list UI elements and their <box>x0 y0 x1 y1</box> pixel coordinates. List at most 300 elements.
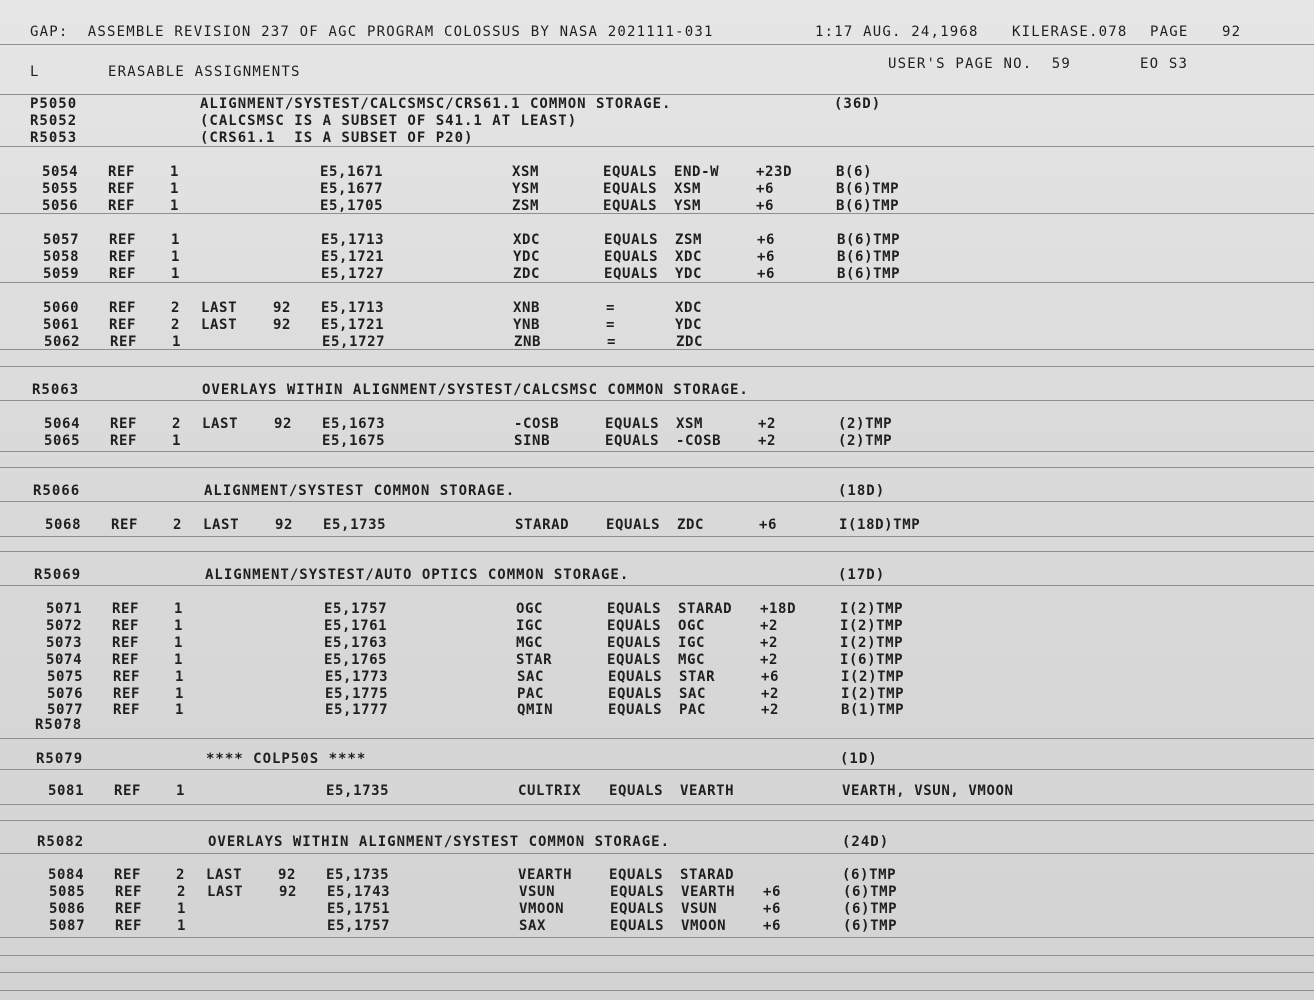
line-number: 5064 <box>44 416 81 432</box>
assignment-row <box>0 415 1314 433</box>
op-code: EQUALS <box>607 618 662 634</box>
comment: B(6)TMP <box>837 249 901 265</box>
remark-line <box>0 381 1314 399</box>
ref-page: 92 <box>275 517 294 533</box>
erasable-address: E5,1677 <box>320 181 384 197</box>
symbol-name: PAC <box>517 686 545 702</box>
erasable-address: E5,1673 <box>322 416 386 432</box>
ref-count: 2 <box>176 867 186 883</box>
remark-line <box>0 482 1314 500</box>
ref-keyword: REF <box>111 517 139 533</box>
line-number: P5050 <box>30 96 78 112</box>
ref-count: 1 <box>175 702 185 718</box>
rule-line <box>0 451 1314 452</box>
operand: YSM <box>674 198 702 214</box>
remark-text: (CALCSMSC IS A SUBSET OF S41.1 AT LEAST) <box>200 113 578 129</box>
rule-line <box>0 467 1314 468</box>
ref-count: 2 <box>171 300 181 316</box>
operand: ZDC <box>677 517 705 533</box>
ref-keyword: REF <box>114 783 142 799</box>
assignment-row <box>0 900 1314 918</box>
line-number: R5066 <box>33 483 81 499</box>
ref-keyword: REF <box>112 618 140 634</box>
operand: END-W <box>674 164 720 180</box>
section-title-row <box>0 63 1314 81</box>
offset: +6 <box>756 181 775 197</box>
ref-keyword: REF <box>110 433 138 449</box>
operand: OGC <box>678 618 706 634</box>
ref-keyword: REF <box>109 317 137 333</box>
rule-line <box>0 738 1314 739</box>
remark-line <box>0 566 1314 584</box>
ref-keyword: REF <box>113 702 141 718</box>
ref-count: 1 <box>171 266 181 282</box>
operand: VEARTH <box>681 884 736 900</box>
op-code: EQUALS <box>608 702 663 718</box>
last-keyword: LAST <box>207 884 244 900</box>
op-code: EQUALS <box>603 164 658 180</box>
rule-line <box>0 536 1314 537</box>
erasable-address: E5,1675 <box>322 433 386 449</box>
op-code: EQUALS <box>607 635 662 651</box>
offset: +23D <box>756 164 793 180</box>
ref-page: 92 <box>273 317 292 333</box>
assignment-row <box>0 163 1314 181</box>
storage-size: (17D) <box>838 567 886 583</box>
ref-count: 1 <box>171 249 181 265</box>
remark-text: ALIGNMENT/SYSTEST/CALCSMSC/CRS61.1 COMMON STORAGE. <box>200 96 672 112</box>
symbol-name: SAC <box>517 669 545 685</box>
assignment-row <box>0 617 1314 635</box>
assignment-row <box>0 316 1314 334</box>
rule-line <box>0 769 1314 770</box>
remark-text: (CRS61.1 IS A SUBSET OF P20) <box>200 130 474 146</box>
erasable-address: E5,1735 <box>323 517 387 533</box>
comment: B(1)TMP <box>841 702 905 718</box>
comment: (6)TMP <box>842 867 897 883</box>
comment: I(18D)TMP <box>839 517 921 533</box>
operand: VEARTH <box>680 783 735 799</box>
comment: B(6)TMP <box>837 232 901 248</box>
symbol-name: VMOON <box>519 901 565 917</box>
op-code: EQUALS <box>606 517 661 533</box>
symbol-name: VEARTH <box>518 867 573 883</box>
line-number: 5055 <box>42 181 79 197</box>
ref-keyword: REF <box>115 901 143 917</box>
operand: STAR <box>679 669 716 685</box>
eo-code: EO S3 <box>1140 56 1189 72</box>
erasable-address: E5,1765 <box>324 652 388 668</box>
assignment-row <box>0 248 1314 266</box>
erasable-address: E5,1721 <box>321 317 385 333</box>
ref-keyword: REF <box>114 867 142 883</box>
operand: ZDC <box>676 334 704 350</box>
ref-keyword: REF <box>112 635 140 651</box>
operand: PAC <box>679 702 707 718</box>
operand: VSUN <box>681 901 718 917</box>
symbol-name: XDC <box>513 232 541 248</box>
ref-keyword: REF <box>110 334 138 350</box>
op-code: EQUALS <box>609 867 664 883</box>
assignment-row <box>0 651 1314 669</box>
comment: (2)TMP <box>838 416 893 432</box>
comment: I(2)TMP <box>841 669 905 685</box>
section-title: ERASABLE ASSIGNMENTS <box>108 64 301 80</box>
symbol-name: MGC <box>516 635 544 651</box>
op-code: EQUALS <box>607 601 662 617</box>
line-number: 5081 <box>48 783 85 799</box>
op-code: EQUALS <box>610 901 665 917</box>
offset: +6 <box>757 249 776 265</box>
operand: YDC <box>675 266 703 282</box>
line-number: 5071 <box>46 601 83 617</box>
ref-count: 1 <box>175 669 185 685</box>
erasable-address: E5,1761 <box>324 618 388 634</box>
operand: IGC <box>678 635 706 651</box>
assignment-row <box>0 516 1314 534</box>
assignment-row <box>0 883 1314 901</box>
timestamp: 1:17 AUG. 24,1968 <box>815 24 979 40</box>
op-code: EQUALS <box>607 652 662 668</box>
rule-line <box>0 990 1314 991</box>
ref-keyword: REF <box>109 266 137 282</box>
offset: +6 <box>761 669 780 685</box>
line-number: R5078 <box>35 717 83 733</box>
page-header <box>0 23 1314 41</box>
offset: +2 <box>760 618 779 634</box>
ref-keyword: REF <box>108 164 136 180</box>
ref-page: 92 <box>273 300 292 316</box>
line-number: 5057 <box>43 232 80 248</box>
erasable-address: E5,1757 <box>324 601 388 617</box>
ref-count: 1 <box>170 198 180 214</box>
remark-line <box>0 95 1314 113</box>
line-number: 5061 <box>43 317 80 333</box>
rule-line <box>0 804 1314 805</box>
comment: (6)TMP <box>843 884 898 900</box>
line-number: 5077 <box>47 702 84 718</box>
op-code: EQUALS <box>608 669 663 685</box>
last-keyword: LAST <box>203 517 240 533</box>
offset: +6 <box>756 198 775 214</box>
line-number: 5068 <box>45 517 82 533</box>
op-code: = <box>606 317 616 333</box>
offset: +6 <box>757 266 776 282</box>
op-code: EQUALS <box>604 232 659 248</box>
remark-text: OVERLAYS WITHIN ALIGNMENT/SYSTEST COMMON STORAGE. <box>208 834 671 850</box>
offset: +2 <box>758 433 777 449</box>
comment: B(6)TMP <box>836 181 900 197</box>
erasable-address: E5,1713 <box>321 300 385 316</box>
rule-line <box>0 551 1314 552</box>
symbol-name: ZSM <box>512 198 540 214</box>
ref-count: 1 <box>174 652 184 668</box>
assignment-row <box>0 231 1314 249</box>
ref-count: 1 <box>177 918 187 934</box>
ref-keyword: REF <box>115 918 143 934</box>
erasable-address: E5,1735 <box>326 783 390 799</box>
op-code: = <box>607 334 617 350</box>
operand: XDC <box>675 300 703 316</box>
ref-count: 2 <box>173 517 183 533</box>
section-letter: L <box>30 64 40 80</box>
users-page: USER'S PAGE NO. 59 <box>888 56 1071 72</box>
ref-keyword: REF <box>113 669 141 685</box>
line-number: R5069 <box>34 567 82 583</box>
rule-line <box>0 972 1314 973</box>
ref-keyword: REF <box>115 884 143 900</box>
ref-count: 1 <box>174 635 184 651</box>
line-number: 5086 <box>49 901 86 917</box>
ref-count: 2 <box>171 317 181 333</box>
line-number: 5074 <box>46 652 83 668</box>
symbol-name: YDC <box>513 249 541 265</box>
operand: MGC <box>678 652 706 668</box>
assignment-row <box>0 701 1314 719</box>
offset: +2 <box>760 652 779 668</box>
symbol-name: XSM <box>512 164 540 180</box>
line-number: R5082 <box>37 834 85 850</box>
offset: +6 <box>759 517 778 533</box>
offset: +2 <box>761 686 780 702</box>
ref-count: 2 <box>172 416 182 432</box>
op-code: EQUALS <box>608 686 663 702</box>
comment: B(6) <box>836 164 873 180</box>
ref-count: 1 <box>171 232 181 248</box>
assignment-row <box>0 782 1314 800</box>
erasable-address: E5,1705 <box>320 198 384 214</box>
line-number: 5054 <box>42 164 79 180</box>
symbol-name: ZNB <box>514 334 542 350</box>
comment: (6)TMP <box>843 901 898 917</box>
symbol-name: VSUN <box>519 884 556 900</box>
page-label: PAGE <box>1150 24 1189 40</box>
assignment-row <box>0 432 1314 450</box>
rule-line <box>0 400 1314 401</box>
operand: ZSM <box>675 232 703 248</box>
assignment-row <box>0 197 1314 215</box>
offset: +6 <box>763 918 782 934</box>
ref-keyword: REF <box>110 416 138 432</box>
rule-line <box>0 44 1314 45</box>
storage-size: (1D) <box>840 751 878 767</box>
assignment-row <box>0 333 1314 351</box>
line-number: 5060 <box>43 300 80 316</box>
ref-count: 1 <box>172 433 182 449</box>
symbol-name: -COSB <box>514 416 560 432</box>
last-keyword: LAST <box>202 416 239 432</box>
assignment-row <box>0 866 1314 884</box>
line-number: 5065 <box>44 433 81 449</box>
symbol-name: XNB <box>513 300 541 316</box>
operand: XDC <box>675 249 703 265</box>
offset: +2 <box>760 635 779 651</box>
erasable-address: E5,1777 <box>325 702 389 718</box>
ref-keyword: REF <box>109 232 137 248</box>
line-number: R5063 <box>32 382 80 398</box>
operand: VMOON <box>681 918 727 934</box>
op-code: EQUALS <box>603 198 658 214</box>
remark-line <box>0 112 1314 130</box>
ref-page: 92 <box>278 867 297 883</box>
rule-line <box>0 366 1314 367</box>
remark-line <box>0 833 1314 851</box>
ref-keyword: REF <box>113 686 141 702</box>
erasable-address: E5,1773 <box>325 669 389 685</box>
symbol-name: ZDC <box>513 266 541 282</box>
rule-line <box>0 853 1314 854</box>
line-number: R5079 <box>36 751 84 767</box>
symbol-name: QMIN <box>517 702 554 718</box>
offset: +18D <box>760 601 797 617</box>
assembly-banner: GAP: ASSEMBLE REVISION 237 OF AGC PROGRAM COLOSSUS BY NASA 2021111-031 <box>30 24 714 40</box>
ref-page: 92 <box>274 416 293 432</box>
assignment-row <box>0 180 1314 198</box>
rule-line <box>0 937 1314 938</box>
remark-line <box>0 750 1314 768</box>
line-number: R5052 <box>30 113 78 129</box>
ref-count: 1 <box>175 686 185 702</box>
line-number: 5058 <box>43 249 80 265</box>
operand: STARAD <box>680 867 735 883</box>
operand: XSM <box>674 181 702 197</box>
rule-line <box>0 585 1314 586</box>
line-number: 5072 <box>46 618 83 634</box>
symbol-name: OGC <box>516 601 544 617</box>
comment: B(6)TMP <box>836 198 900 214</box>
line-number: 5076 <box>47 686 84 702</box>
op-code: = <box>606 300 616 316</box>
op-code: EQUALS <box>610 884 665 900</box>
remark-text: ALIGNMENT/SYSTEST COMMON STORAGE. <box>204 483 516 499</box>
assignment-row <box>0 917 1314 935</box>
erasable-address: E5,1721 <box>321 249 385 265</box>
erasable-address: E5,1775 <box>325 686 389 702</box>
symbol-name: SAX <box>519 918 547 934</box>
offset: +2 <box>761 702 780 718</box>
storage-size: (36D) <box>834 96 882 112</box>
symbol-name: CULTRIX <box>518 783 582 799</box>
symbol-name: IGC <box>516 618 544 634</box>
line-number: 5075 <box>47 669 84 685</box>
erasable-address: E5,1757 <box>327 918 391 934</box>
ref-keyword: REF <box>108 198 136 214</box>
remark-line <box>0 129 1314 147</box>
line-number: R5053 <box>30 130 78 146</box>
remark-text: OVERLAYS WITHIN ALIGNMENT/SYSTEST/CALCSMSC COMMON STORAGE. <box>202 382 749 398</box>
comment: (6)TMP <box>843 918 898 934</box>
last-keyword: LAST <box>201 300 238 316</box>
ref-count: 2 <box>177 884 187 900</box>
erasable-address: E5,1727 <box>322 334 386 350</box>
offset: +6 <box>763 901 782 917</box>
storage-size: (24D) <box>842 834 890 850</box>
op-code: EQUALS <box>605 433 660 449</box>
op-code: EQUALS <box>609 783 664 799</box>
line-number: 5073 <box>46 635 83 651</box>
offset: +2 <box>758 416 777 432</box>
ref-count: 1 <box>174 618 184 634</box>
op-code: EQUALS <box>603 181 658 197</box>
ref-count: 1 <box>172 334 182 350</box>
operand: YDC <box>675 317 703 333</box>
symbol-name: YSM <box>512 181 540 197</box>
comment: B(6)TMP <box>837 266 901 282</box>
last-keyword: LAST <box>206 867 243 883</box>
ref-keyword: REF <box>109 249 137 265</box>
operand: -COSB <box>676 433 722 449</box>
op-code: EQUALS <box>605 416 660 432</box>
ref-keyword: REF <box>112 601 140 617</box>
ref-keyword: REF <box>109 300 137 316</box>
erasable-address: E5,1671 <box>320 164 384 180</box>
line-number: 5062 <box>44 334 81 350</box>
comment: I(2)TMP <box>840 635 904 651</box>
line-number: 5059 <box>43 266 80 282</box>
erasable-address: E5,1713 <box>321 232 385 248</box>
offset: +6 <box>757 232 776 248</box>
assignment-row <box>0 634 1314 652</box>
symbol-name: YNB <box>513 317 541 333</box>
ref-count: 1 <box>174 601 184 617</box>
line-number: 5087 <box>49 918 86 934</box>
ref-count: 1 <box>170 164 180 180</box>
op-code: EQUALS <box>610 918 665 934</box>
operand: STARAD <box>678 601 733 617</box>
comment: I(2)TMP <box>841 686 905 702</box>
ref-count: 1 <box>177 901 187 917</box>
remark-text: ALIGNMENT/SYSTEST/AUTO OPTICS COMMON STORAGE. <box>205 567 630 583</box>
rule-line <box>0 955 1314 956</box>
last-keyword: LAST <box>201 317 238 333</box>
offset: +6 <box>763 884 782 900</box>
rule-line <box>0 501 1314 502</box>
assignment-row <box>0 265 1314 283</box>
ref-keyword: REF <box>108 181 136 197</box>
comment: I(2)TMP <box>840 601 904 617</box>
symbol-name: SINB <box>514 433 551 449</box>
operand: SAC <box>679 686 707 702</box>
page-number: 92 <box>1222 24 1242 40</box>
comment: I(6)TMP <box>840 652 904 668</box>
symbol-name: STARAD <box>515 517 570 533</box>
comment: VEARTH, VSUN, VMOON <box>842 783 1014 799</box>
assignment-row <box>0 668 1314 686</box>
comment: I(2)TMP <box>840 618 904 634</box>
ref-page: 92 <box>279 884 298 900</box>
remark-text: **** COLP50S **** <box>206 751 367 767</box>
line-number: 5085 <box>49 884 86 900</box>
comment: (2)TMP <box>838 433 893 449</box>
erasable-address: E5,1751 <box>327 901 391 917</box>
erasable-address: E5,1743 <box>327 884 391 900</box>
line-number: 5056 <box>42 198 79 214</box>
symbol-name: STAR <box>516 652 553 668</box>
assignment-row <box>0 299 1314 317</box>
line-number: 5084 <box>48 867 85 883</box>
op-code: EQUALS <box>604 249 659 265</box>
erasable-address: E5,1735 <box>326 867 390 883</box>
erasable-address: E5,1727 <box>321 266 385 282</box>
rule-line <box>0 820 1314 821</box>
assignment-row <box>0 600 1314 618</box>
erasable-address: E5,1763 <box>324 635 388 651</box>
op-code: EQUALS <box>604 266 659 282</box>
ref-count: 1 <box>176 783 186 799</box>
ref-count: 1 <box>170 181 180 197</box>
storage-size: (18D) <box>838 483 886 499</box>
ref-keyword: REF <box>112 652 140 668</box>
